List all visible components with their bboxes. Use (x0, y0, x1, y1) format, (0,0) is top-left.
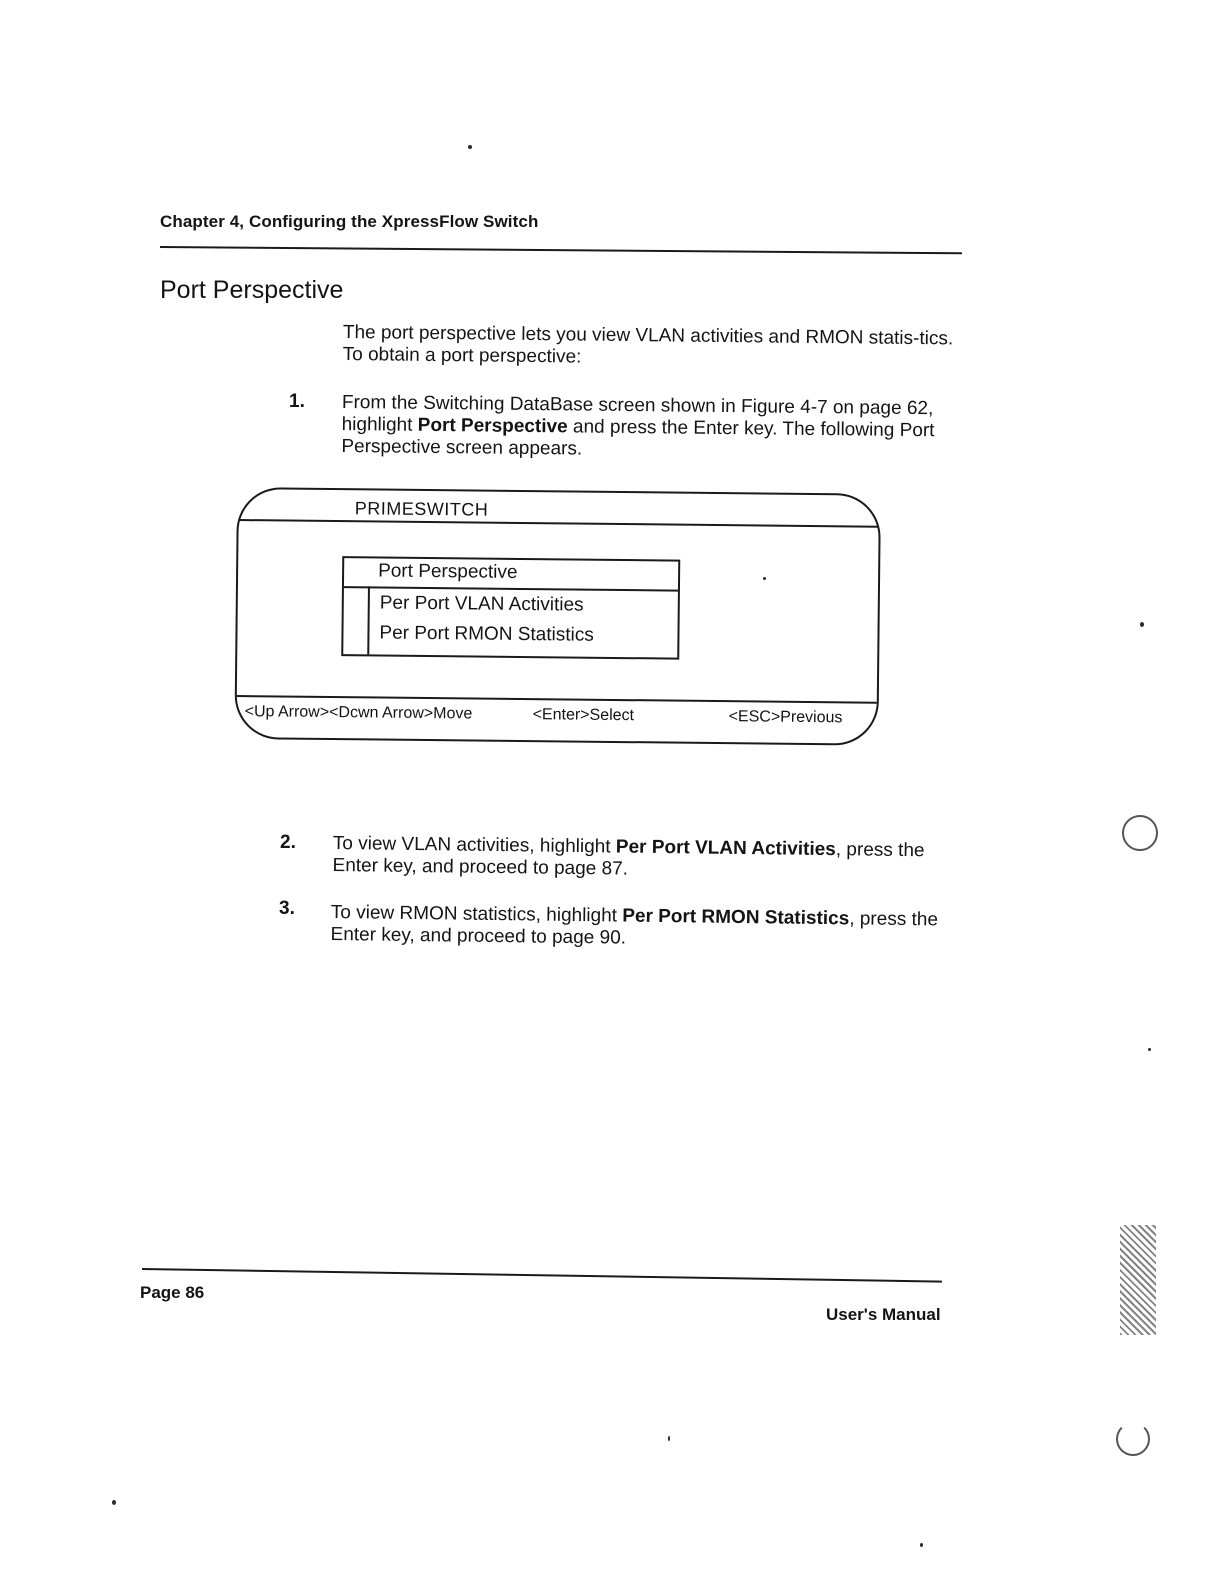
menu-title: Port Perspective (378, 560, 518, 583)
punch-hole-mark (1116, 1422, 1150, 1456)
step-1-number: 1. (289, 391, 305, 412)
key-hint-previous: <ESC>Previous (728, 708, 843, 727)
menu-title-rule (344, 586, 678, 591)
step-3-text: To view RMON statistics, highlight Per Port RMON Statistics, press the Enter key, and proceed to page 90. (330, 902, 939, 949)
port-perspective-menu (341, 556, 680, 660)
menu-selection-bar (367, 586, 370, 654)
scan-speck (763, 577, 766, 580)
punch-hole-mark (1122, 815, 1158, 851)
footer-rule (142, 1268, 942, 1283)
section-title: Port Perspective (160, 276, 344, 304)
switch-screen-figure (234, 487, 881, 746)
chapter-header: Chapter 4, Configuring the XpressFlow Switch (160, 212, 539, 231)
step-2-text: To view VLAN activities, highlight Per Port VLAN Activities, press the Enter key, and proceed to page 87. (332, 833, 925, 880)
manual-title: User's Manual (826, 1305, 941, 1324)
menu-item-rmon-statistics[interactable]: Per Port RMON Statistics (379, 622, 594, 646)
key-hint-move: <Up Arrow><Dcwn Arrow>Move (244, 703, 473, 723)
screen-title-rule (239, 519, 879, 528)
screen-footer-rule (237, 695, 877, 704)
scan-speck (668, 1436, 670, 1441)
header-rule (160, 246, 962, 254)
scan-speck (112, 1500, 116, 1505)
step-1-text: From the Switching DataBase screen shown in Figure 4-7 on page 62, highlight Port Perspective and press the Enter key. The following Port Perspective screen appears. (341, 392, 935, 460)
intro-paragraph: The port perspective lets you view VLAN activities and RMON statis-tics. To obtain a port perspective: (342, 322, 954, 368)
scan-smudge (1120, 1225, 1156, 1335)
step-2-number: 2. (280, 832, 296, 853)
step-3-number: 3. (279, 898, 295, 919)
menu-item-vlan-activities[interactable]: Per Port VLAN Activities (379, 592, 584, 616)
page-number: Page 86 (140, 1283, 205, 1302)
scan-speck (920, 1543, 923, 1547)
scan-speck (1140, 622, 1144, 627)
key-hint-select: <Enter>Select (532, 706, 635, 725)
screen-title: PRIMESWITCH (354, 498, 489, 520)
scan-speck (468, 145, 472, 149)
scan-speck (1148, 1048, 1151, 1051)
